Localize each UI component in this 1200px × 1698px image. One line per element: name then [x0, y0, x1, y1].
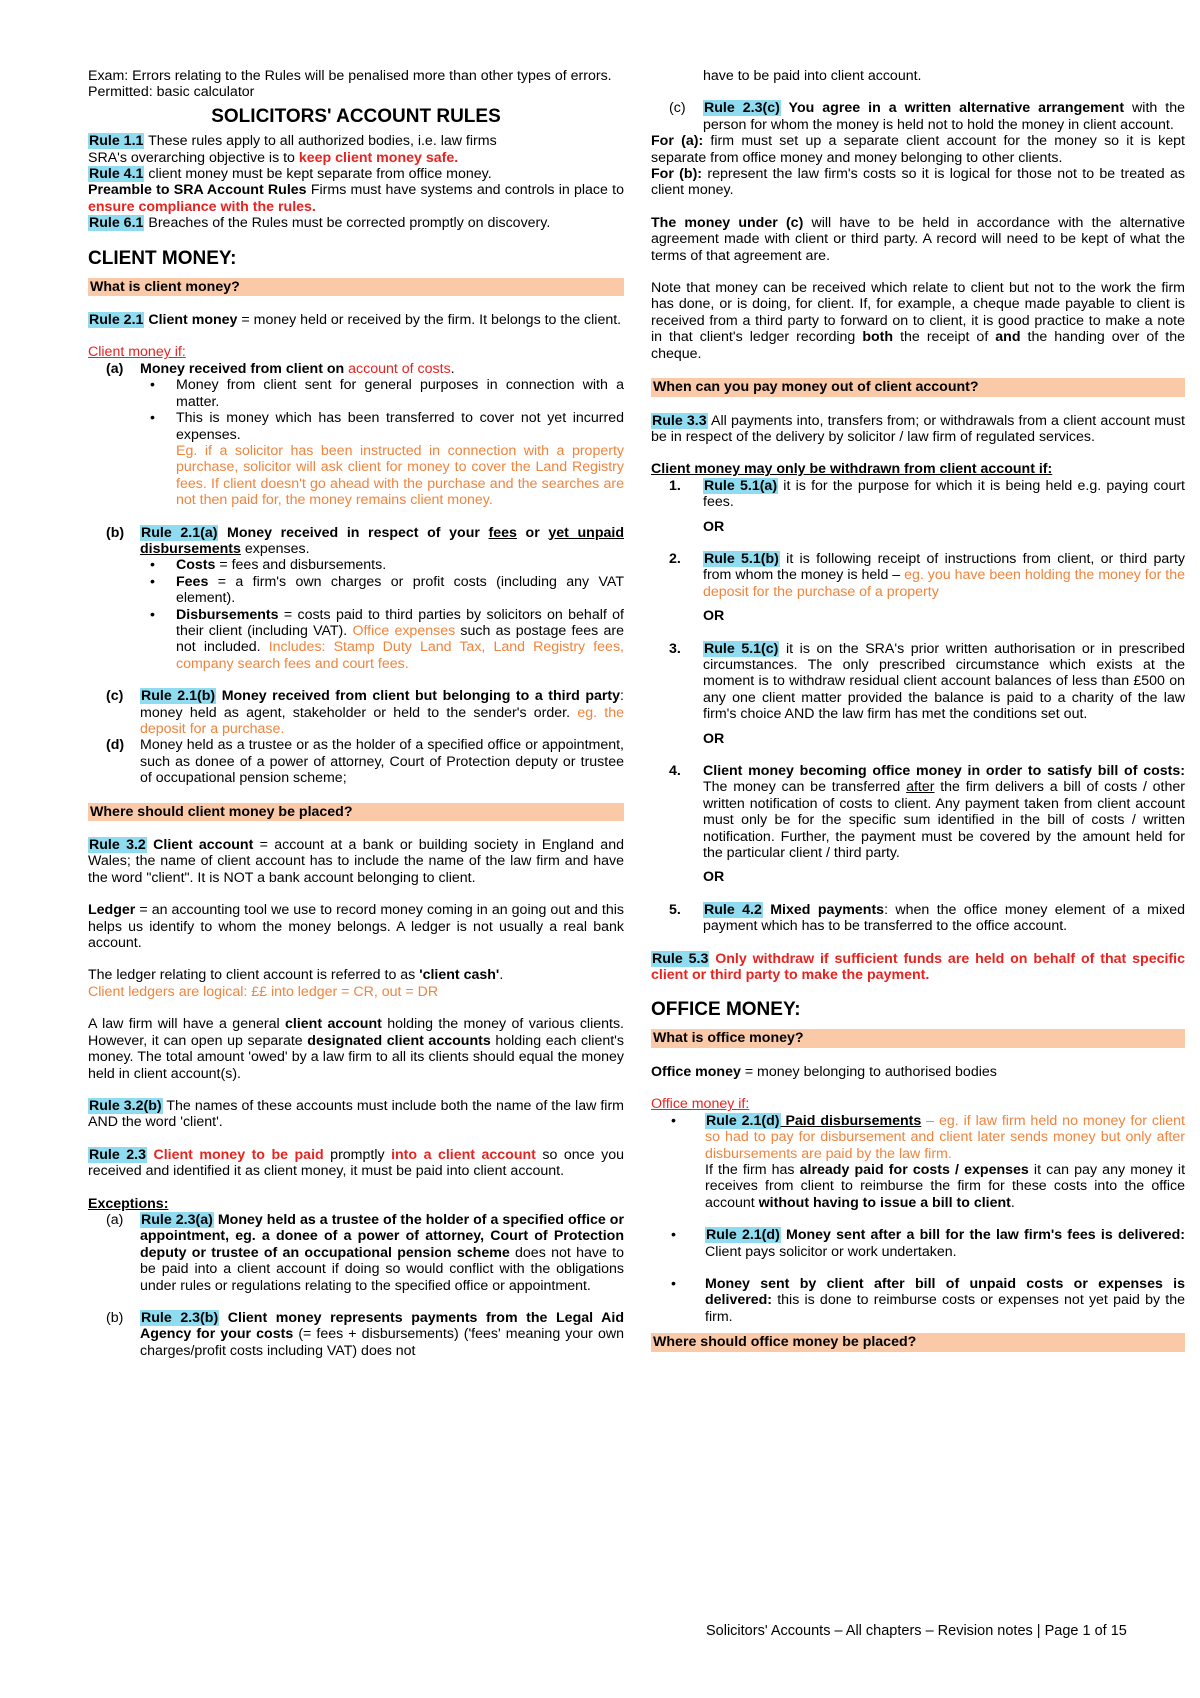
exceptions-label: Exceptions:: [88, 1195, 169, 1212]
office-bullet-2: • Rule 2.1(d) Money sent after a bill for the law firm's fees is delivered: Client pays solicitor or work undertaken.: [671, 1227, 1185, 1260]
for-a: For (a): firm must set up a separate client account for the money so it is kept separate from office money and money belonging to other clients.: [651, 133, 1185, 166]
exception-c: (c) Rule 2.3(c) You agree in a written alternative arrangement with the person for whom the money is held not to hold the money in client account.: [669, 100, 1186, 133]
withdraw-1: 1. Rule 5.1(a) it is for the purpose for which it is being held e.g. paying court fees.: [669, 477, 1185, 511]
rule-3-3: Rule 3.3 All payments into, transfers from; or withdrawals from a client account must be in respect of the delivery by solicitor / law firm of regulated services.: [651, 412, 1185, 445]
ledger-logic: Client ledgers are logical: ££ into ledger = CR, out = DR: [88, 983, 439, 1000]
exam-note: Exam: Errors relating to the Rules will be penalised more than other types of errors. Permitted: basic calculator: [88, 68, 612, 101]
cheque-note: Note that money can be received which relate to client but not to the work the firm has done, or is doing, for client. If, for example, a cheque made payable to client is received from a third party to forward on to client, it is good practice to make a note in that client's ledger recording both the receipt of and the handing over of the cheque.: [651, 280, 1185, 362]
left-column: [88, 68, 624, 1359]
general-client-account: A law firm will have a general client account holding the money of various clients. However, it can open up separate designated client accounts holding each client's money. The total amount 'owed' by a law firm to all its clients should equal the money held in client account(s).: [88, 1016, 624, 1082]
exception-a: (a) Rule 2.3(a) Money held as a trustee of the holder of a specified office or appointment, eg. a donee of a power of attorney, Court of Protection deputy or trustee of an occupational pension scheme does not have to be paid into a client account if doing so would conflict with the obligations under rules or regulations relating to the specified office or appointment.: [106, 1211, 624, 1294]
money-under-c: The money under (c) will have to be held in accordance with the alternative agreement made with client or third party. A record will need to be kept of what the terms of that agreement are.: [651, 214, 1186, 264]
rule-1-1: Rule 1.1 These rules apply to all authorized bodies, i.e. law firms: [89, 133, 497, 150]
where-office-money-bar: Where should office money be placed?: [651, 1333, 1185, 1351]
what-is-office-money-bar: What is office money?: [651, 1029, 1185, 1047]
for-b: For (b): represent the law firm's costs so it is logical for those not to be treated as client money.: [651, 166, 1185, 199]
withdraw-3: 3. Rule 5.1(c) it is on the SRA's prior written authorisation or in prescribed circumstances. The only prescribed circumstance which exists at the moment is to withdraw residual client account balances of less than £500 on any one client matter provided the balance is paid to a charity of the law firm's choice AND the law firm has met the conditions set out.: [669, 640, 1186, 723]
office-money-definition: Office money = money belonging to authorised bodies: [651, 1063, 997, 1080]
rule-3-2b: Rule 3.2(b) The names of these accounts must include both the name of the law firm AND the word 'client'.: [88, 1097, 624, 1131]
bullet-disbursements: • Disbursements = costs paid to third parties by solicitors on behalf of their client (including VAT). Office expenses such as postage fees are not included. Includes: Stamp Duty Land Tax, Land Registry fees, company search fees and court fees.: [150, 606, 624, 672]
what-is-client-money-bar: What is client money?: [88, 278, 624, 296]
bullet-a2: • This is money which has been transferred to cover not yet incurred expenses. Eg. if a solicitor has been instructed in connection with a property purchase, solicitor will ask client for money to cover the Land Registry fees. If client doesn't go ahead with the purchase and the searches are not then paid for, the money remains client money.: [150, 410, 624, 509]
ledger-client-cash: The ledger relating to client account is referred to as 'client cash'.: [88, 967, 504, 984]
sra-objective: SRA's overarching objective is to keep client money safe.: [88, 149, 459, 166]
rule-5-3: Rule 5.3 Only withdraw if sufficient funds are held on behalf of that specific client or third party to make the payment.: [651, 950, 1185, 984]
preamble: Preamble to SRA Account Rules Firms must have systems and controls in place to ensure compliance with the rules.: [88, 182, 624, 215]
client-money-if: Client money if:: [88, 344, 186, 361]
or-2: OR: [703, 608, 725, 625]
item-c: (c) Rule 2.1(b) Money received from client but belonging to a third party: money held as agent, stakeholder or held to the sender's order. eg. the deposit for a purchase.: [106, 688, 625, 737]
or-3: OR: [703, 730, 725, 747]
right-column: [651, 68, 1185, 1352]
withdraw-2: 2. Rule 5.1(b) it is following receipt of instructions from client, or third party from whom the money is held – eg. you have been holding the money for the deposit for the purchase of a property: [669, 550, 1185, 600]
office-bullet-1: • Rule 2.1(d) Paid disbursements – eg. if law firm held no money for client so had to pay for disbursement and client later sends money but only after disbursements are paid by the law firm. If the firm has already paid for costs / expenses it can pay any money it receives from client to reimburse the firm for these costs into the office account without having to issue a bill to client.: [671, 1112, 1186, 1211]
office-money-if: Office money if:: [651, 1096, 750, 1113]
or-1: OR: [703, 518, 725, 535]
rule-3-2: Rule 3.2 Client account = account at a bank or building society in England and Wales; the name of client account has to include the name of the law firm and have the word "client". It is NOT a bank account belonging to client.: [88, 837, 624, 886]
client-money-heading: CLIENT MONEY:: [88, 247, 237, 269]
pay-out-bar: When can you pay money out of client account?: [651, 378, 1185, 396]
bullet-fees: • Fees = a firm's own charges or profit costs (including any VAT element).: [150, 573, 624, 607]
withdraw-heading: Client money may only be withdrawn from client account if:: [651, 461, 1053, 478]
where-client-money-bar: Where should client money be placed?: [88, 803, 624, 821]
permitted-note: Permitted: basic calculator: [88, 84, 255, 101]
page-title: SOLICITORS' ACCOUNT RULES: [211, 105, 501, 127]
rule-2-1: Rule 2.1 Client money = money held or received by the firm. It belongs to the client.: [89, 312, 622, 329]
withdraw-4: 4. Client money becoming office money in order to satisfy bill of costs: The money can be transferred after the firm delivers a bill of costs / other written notification of costs to client. Any payment taken from client account must only be for the specific sum identified in the bill of costs / written notification. Further, the payment must be covered by the amount held for the particular client / third party.: [669, 763, 1185, 862]
office-bullet-3: • Money sent by client after bill of unpaid costs or expenses is delivered: this is done to reimburse costs or expenses not yet paid by the firm.: [671, 1275, 1185, 1325]
item-a: (a) Money received from client on account of costs.: [106, 360, 455, 377]
rule-6-1: Rule 6.1 Breaches of the Rules must be corrected promptly on discovery.: [89, 215, 551, 232]
item-d: (d) Money held as a trustee or as the holder of a specified office or appointment, such as donee of a power of attorney, Court of Protection deputy or trustee of occupational pension scheme;: [106, 737, 624, 787]
bullet-costs: • Costs = fees and disbursements.: [150, 557, 387, 574]
ledger-definition: Ledger = an accounting tool we use to record money coming in an going out and this helps us identify to whom the money belongs. A ledger is not usually a real bank account.: [88, 902, 624, 952]
page-footer: Solicitors' Accounts – All chapters – Revision notes | Page 1 of 15: [706, 1623, 1127, 1639]
withdraw-5: 5. Rule 4.2 Mixed payments: when the office money element of a mixed payment which has to be transferred to the office account.: [669, 901, 1185, 935]
exception-b-continued: have to be paid into client account.: [703, 68, 922, 84]
rule-2-3: Rule 2.3 Client money to be paid promptly into a client account so once you received and identified it as client money, it must be paid into client account.: [88, 1146, 624, 1180]
or-4: OR: [703, 869, 725, 886]
office-money-heading: OFFICE MONEY:: [651, 999, 801, 1021]
rule-4-1: Rule 4.1 client money must be kept separate from office money.: [89, 166, 492, 183]
bullet-a1: • Money from client sent for general purposes in connection with a matter.: [150, 377, 624, 410]
item-b: (b) Rule 2.1(a) Money received in respect of your fees or yet unpaid disbursements expenses.: [106, 524, 624, 557]
exception-b: (b) Rule 2.3(b) Client money represents payments from the Legal Aid Agency for your costs (= fees + disbursements) ('fees' meaning your own charges/profit costs including VAT) does not: [106, 1309, 625, 1359]
